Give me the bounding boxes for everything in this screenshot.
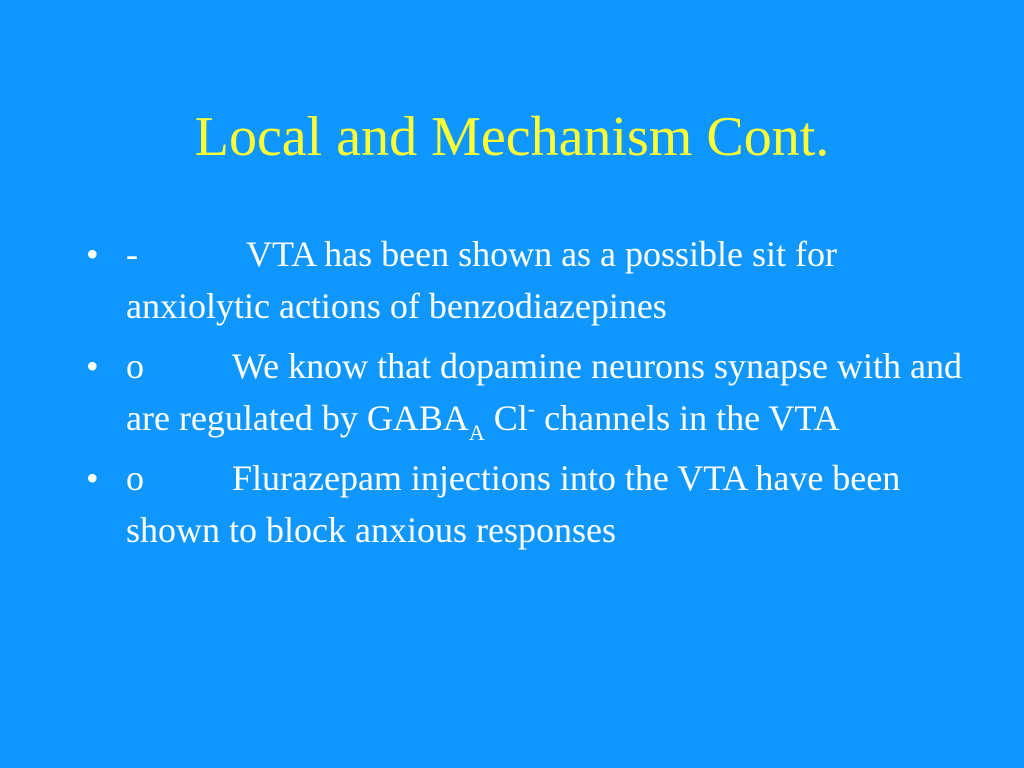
bullet-text: We know that dopamine neurons synapse with and are regulated by GABA [126, 346, 962, 438]
bullet-dot-icon: • [86, 234, 99, 274]
bullet-text: VTA has been shown as a possible sit for anxiolytic actions of benzodiazepines [126, 234, 838, 326]
bullet-marker: - [126, 234, 138, 274]
bullet-item-1 [82, 228, 962, 332]
bullet-item-2 [82, 340, 962, 444]
bullet-item-3 [82, 452, 962, 556]
bullet-list [82, 228, 962, 564]
gaba-subscript: A [468, 420, 485, 445]
bullet-text-mid: Cl [484, 398, 528, 438]
bullet-dot-icon: • [86, 458, 99, 498]
bullet-text: Flurazepam injections into the VTA have been shown to block anxious responses [126, 458, 901, 550]
bullet-marker: o [126, 346, 144, 386]
bullet-text-end: channels in the VTA [535, 398, 840, 438]
slide-title: Local and Mechanism Cont. [194, 106, 830, 168]
bullet-dot-icon: • [86, 346, 99, 386]
bullet-marker: o [126, 458, 144, 498]
chloride-superscript: - [527, 396, 536, 421]
